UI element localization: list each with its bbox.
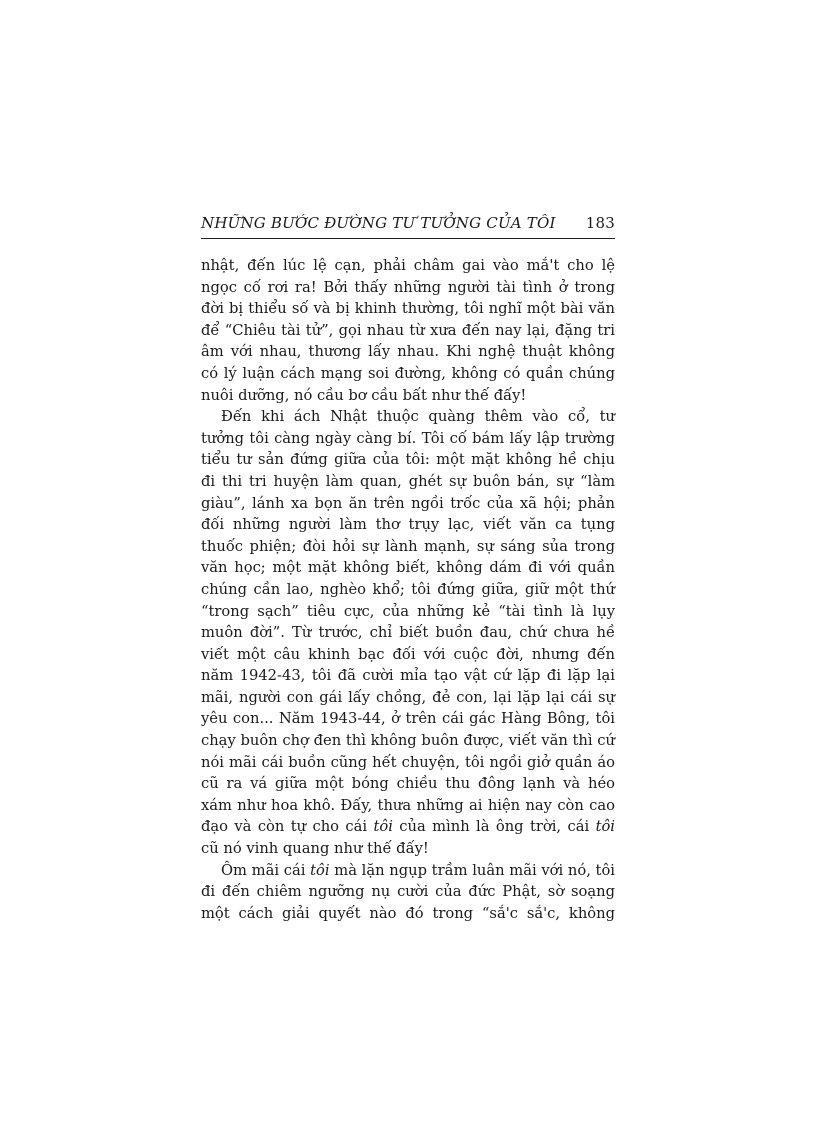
page-number: 183 <box>585 214 615 232</box>
book-page <box>201 214 615 924</box>
italic-toi: tôi <box>595 818 616 836</box>
body-text <box>201 255 615 924</box>
paragraph-2 <box>201 406 615 859</box>
paragraph-3-text-2: mà lặn ngụp trầm luân mãi với nó, tôi đi đến chiêm ngưỡng nụ cười của đức Phật, sờ soạng một cách giải quyết nào đó trong “sắ'c sắ'c, không <box>201 861 616 922</box>
italic-toi: tôi <box>310 861 330 879</box>
paragraph-3-text: Ôm mãi cái <box>221 861 306 879</box>
paragraph-3 <box>201 860 615 925</box>
running-header <box>201 214 615 239</box>
paragraph-1 <box>201 255 615 406</box>
paragraph-2-text-3: cũ nó vinh quang như thế đấy! <box>201 840 429 858</box>
running-title: NHỮNG BƯỚC ĐƯỜNG TƯ TƯỞNG CỦA TÔI <box>201 214 556 232</box>
italic-toi: tôi <box>373 818 393 836</box>
paragraph-1-text: nhật, đến lúc lệ cạn, phải châm gai vào mắ't cho lệ ngọc cố rơi ra! Bởi thấy những người tài tình ở trong đời bị thiểu số và bị khinh thường, tôi nghĩ một bài văn để “Chiêu tài tử”, gọi nhau từ xưa đến nay lại, đặng tri âm với nhau, thương lấy nhau. Khi nghệ thuật không có lý luận cách mạng soi đường, không có quần chúng nuôi dưỡng, nó cầu bơ cầu bất như thế đấy! <box>201 257 615 404</box>
paragraph-2-text: Đến khi ách Nhật thuộc quàng thêm vào cổ, tư tưởng tôi càng ngày càng bí. Tôi cố bám lấy lập trường tiểu tư sản đứng giữa của tôi: một mặt không hề chịu đi thi tri huyện làm quan, ghét sự buôn bán, sự “làm giàu”, lánh xa bọn ăn trên ngồi trốc của xã hội; phản đối những người làm thơ trụy lạc, viết văn ca tụng thuốc phiện; đòi hỏi sự lành mạnh, sự sáng sủa trong văn học; một mặt không biết, không dám đi với quần chúng cần lao, nghèo khổ; tôi đứng giữa, giữ một thứ “trong sạch” tiêu cực, của những kẻ “tài tình là lụy muôn đời”. Từ trước, chỉ biết buồn đau, chứ chưa hề viết một câu khinh bạc đối với cuộc đời, nhưng đến năm 1942-43, tôi đã cười mỉa tạo vật cứ lặp đi lặp lại mãi, người con gái lấy chồng, đẻ con, lại lặp lại cái sự yêu con... Năm 1943-44, ở trên cái gác Hàng Bông, tôi chạy buôn chợ đen thì không buôn được, viết văn thì cứ nói mãi cái buồn cũng hết chuyện, tôi ngồi giở quần áo cũ ra vá giữa một bóng chiều thu đông lạnh và héo xám như hoa khô. Đấy, thưa những ai hiện nay còn cao đạo và còn tự cho cái <box>201 408 615 836</box>
paragraph-2-text-2: của mình là ông trời, cái <box>399 818 590 836</box>
